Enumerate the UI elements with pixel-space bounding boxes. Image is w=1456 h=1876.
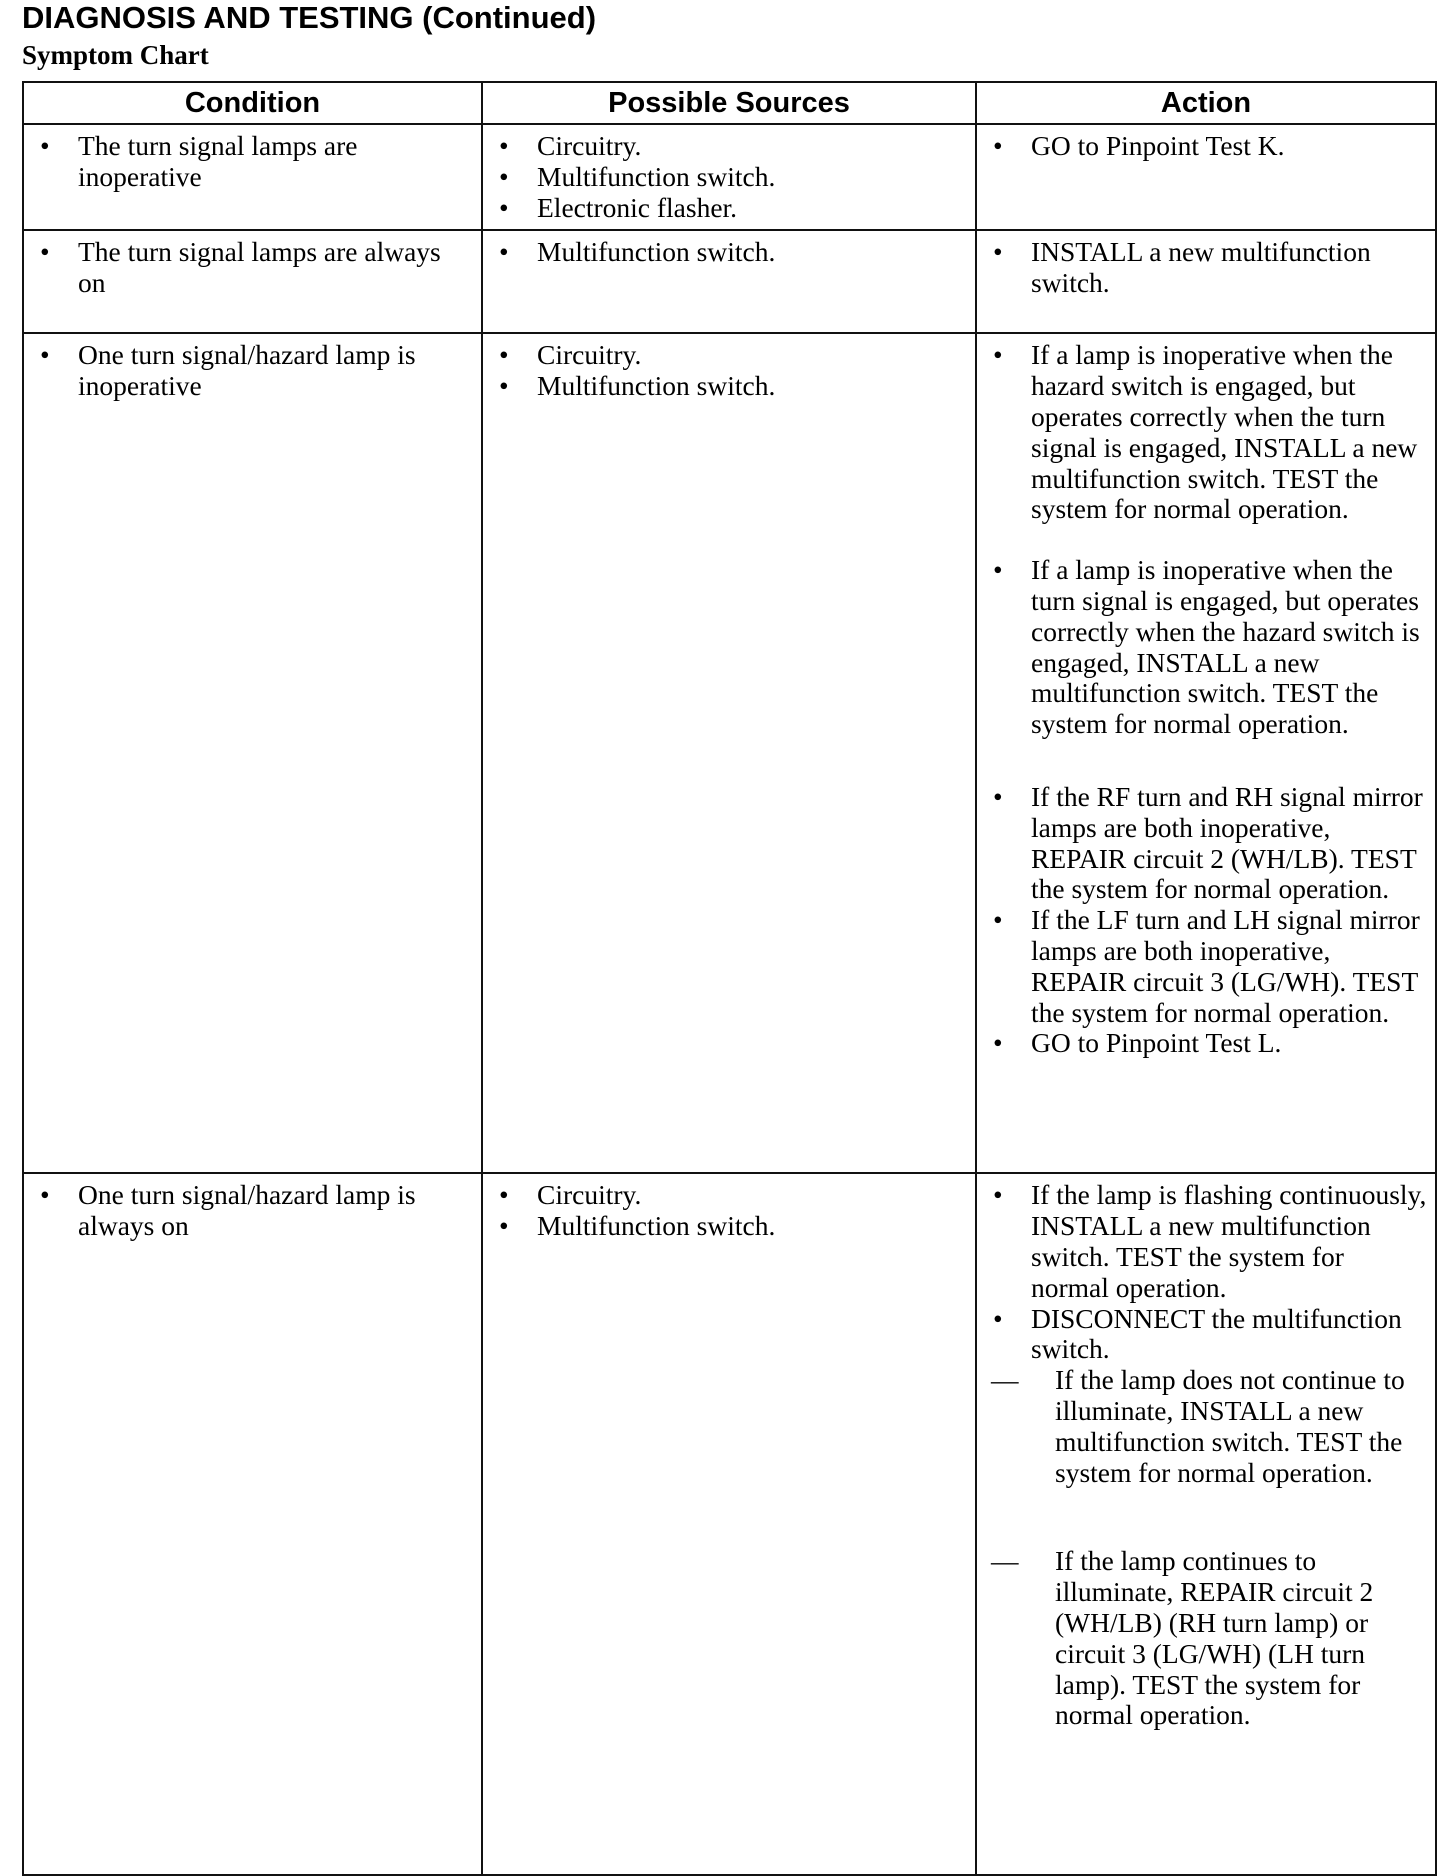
chart-subtitle: Symptom Chart	[22, 40, 209, 70]
action-item: • GO to Pinpoint Test K.	[989, 131, 1427, 162]
table-row	[23, 1173, 1436, 1875]
action-item: • GO to Pinpoint Test L.	[989, 1028, 1427, 1059]
sub-action-item: — If the lamp continues to illuminate, REPAIR circuit 2 (WH/LB) (RH turn lamp) or circuit 3 (LG/WH) (LH turn lamp). TEST the system for normal operation.	[989, 1546, 1427, 1731]
action-item: • If a lamp is inoperative when the hazard switch is engaged, but operates correctly when the turn signal is engaged, INSTALL a new multifunction switch. TEST the system for normal operation.	[989, 340, 1427, 525]
action-cell	[976, 124, 1436, 230]
source-item: • Electronic flasher.	[495, 193, 967, 224]
sources-cell	[482, 1173, 976, 1875]
source-item: • Multifunction switch.	[495, 1211, 967, 1242]
action-cell	[976, 230, 1436, 333]
sources-cell	[482, 230, 976, 333]
symptom-chart-table	[22, 81, 1437, 1876]
action-item: • If a lamp is inoperative when the turn signal is engaged, but operates correctly when the hazard switch is engaged, INSTALL a new multifunction switch. TEST the system for normal operation.	[989, 555, 1427, 740]
condition-text: • One turn signal/hazard lamp is always on	[36, 1180, 473, 1242]
source-item: • Multifunction switch.	[495, 162, 967, 193]
action-item: • If the lamp is flashing continuously, INSTALL a new multifunction switch. TEST the system for normal operation.	[989, 1180, 1427, 1303]
action-item: • INSTALL a new multifunction switch.	[989, 237, 1427, 299]
column-header-action: Action	[976, 82, 1436, 124]
sources-cell	[482, 124, 976, 230]
source-item: • Multifunction switch.	[495, 371, 967, 402]
condition-cell	[23, 333, 482, 1173]
table-row	[23, 333, 1436, 1173]
sub-action-item: — If the lamp does not continue to illuminate, INSTALL a new multifunction switch. TEST the system for normal operation.	[989, 1365, 1427, 1488]
condition-text: • One turn signal/hazard lamp is inoperative	[36, 340, 473, 402]
condition-cell	[23, 124, 482, 230]
sources-cell	[482, 333, 976, 1173]
action-item-text: DISCONNECT the multifunction switch.	[1031, 1302, 1402, 1365]
source-item: • Multifunction switch.	[495, 237, 967, 268]
source-item: • Circuitry.	[495, 340, 967, 371]
action-cell	[976, 333, 1436, 1173]
condition-text: • The turn signal lamps are always on	[36, 237, 473, 299]
condition-cell	[23, 1173, 482, 1875]
source-item: • Circuitry.	[495, 131, 967, 162]
condition-text: • The turn signal lamps are inoperative	[36, 131, 473, 193]
action-item	[989, 1304, 1427, 1366]
table-row	[23, 124, 1436, 230]
action-cell	[976, 1173, 1436, 1875]
action-item: • If the RF turn and RH signal mirror lamps are both inoperative, REPAIR circuit 2 (WH/LB). TEST the system for normal operation.	[989, 782, 1427, 905]
source-item: • Circuitry.	[495, 1180, 967, 1211]
table-header-row	[23, 82, 1436, 124]
column-header-condition: Condition	[23, 82, 482, 124]
action-item: • If the LF turn and LH signal mirror lamps are both inoperative, REPAIR circuit 3 (LG/WH). TEST the system for normal operation.	[989, 905, 1427, 1028]
column-header-possible-sources: Possible Sources	[482, 82, 976, 124]
page-title: DIAGNOSIS AND TESTING (Continued)	[22, 0, 597, 35]
condition-cell	[23, 230, 482, 333]
table-row	[23, 230, 1436, 333]
